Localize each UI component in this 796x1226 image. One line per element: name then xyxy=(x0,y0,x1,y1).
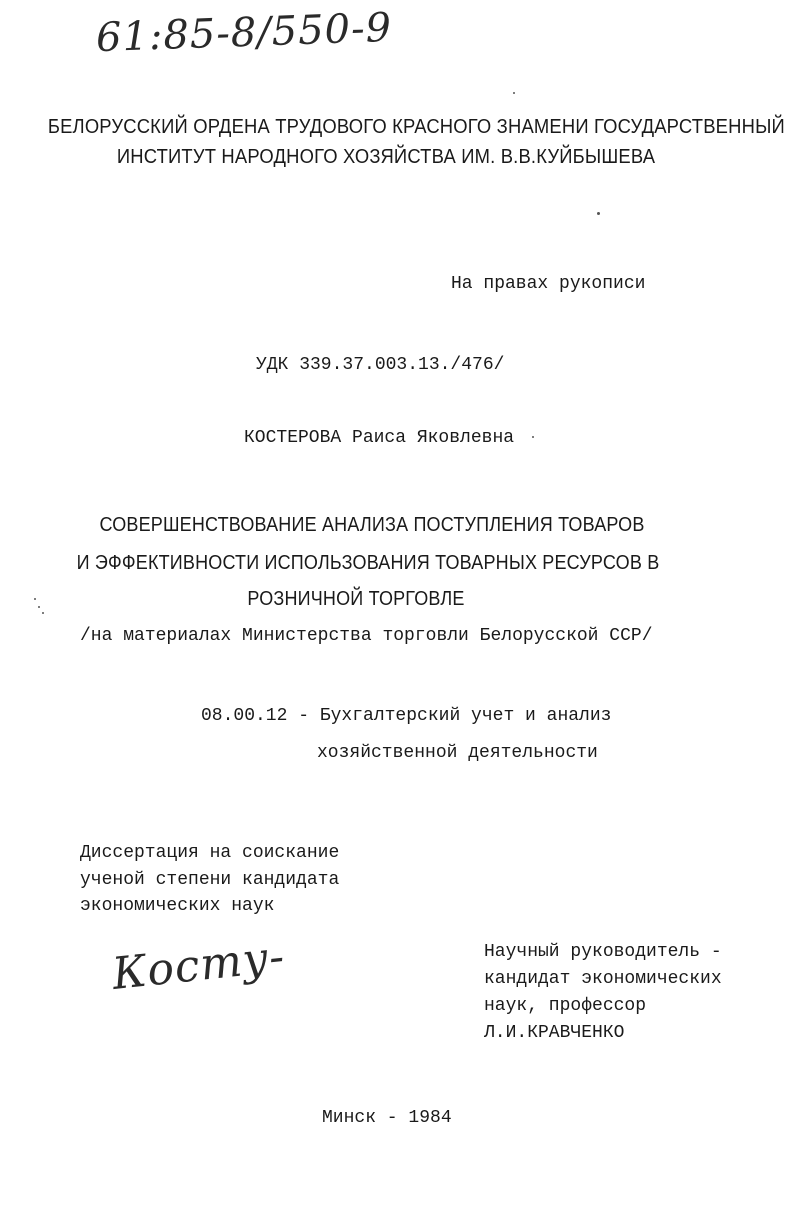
supervisor-line-2: кандидат экономических xyxy=(484,969,722,989)
institution-line-2: ИНСТИТУТ НАРОДНОГО ХОЗЯЙСТВА ИМ. В.В.КУЙБЫШЕВА xyxy=(116,146,656,168)
scan-speck xyxy=(513,92,515,94)
title-line-2: И ЭФФЕКТИВНОСТИ ИСПОЛЬЗОВАНИЯ ТОВАРНЫХ РЕСУРСОВ В xyxy=(76,552,660,574)
scan-speck xyxy=(38,606,40,608)
degree-line-3: экономических наук xyxy=(80,896,275,916)
title-line-1: СОВЕРШЕНСТВОВАНИЕ АНАЛИЗА ПОСТУПЛЕНИЯ ТОВАРОВ xyxy=(99,514,645,536)
specialty-line-1: 08.00.12 - Бухгалтерский учет и анализ xyxy=(201,706,612,726)
place-year: Минск - 1984 xyxy=(322,1108,452,1128)
title-line-3: РОЗНИЧНОЙ ТОРГОВЛЕ xyxy=(247,588,465,610)
udc-code: УДК 339.37.003.13./476/ xyxy=(256,355,505,375)
degree-line-1: Диссертация на соискание xyxy=(80,843,340,863)
scan-speck xyxy=(42,612,44,614)
handwritten-signature: Косту- xyxy=(109,931,288,1000)
scan-speck xyxy=(597,212,600,215)
scan-speck xyxy=(34,598,36,600)
manuscript-note: На правах рукописи xyxy=(451,274,646,294)
title-subtitle: /на материалах Министерства торговли Белорусской ССР/ xyxy=(80,626,653,646)
archive-number: 61:85-8/550-9 xyxy=(95,4,393,62)
supervisor-line-3: наук, профессор xyxy=(484,996,647,1016)
institution-line-1: БЕЛОРУССКИЙ ОРДЕНА ТРУДОВОГО КРАСНОГО ЗНАМЕНИ ГОСУДАРСТВЕННЫЙ xyxy=(47,116,785,138)
degree-line-2: ученой степени кандидата xyxy=(80,870,340,890)
supervisor-line-1: Научный руководитель - xyxy=(484,942,722,962)
author-name: КОСТЕРОВА Раиса Яковлевна xyxy=(244,428,515,448)
scan-speck xyxy=(532,436,534,438)
specialty-line-2: хозяйственной деятельности xyxy=(317,743,598,763)
supervisor-line-4: Л.И.КРАВЧЕНКО xyxy=(484,1023,625,1043)
